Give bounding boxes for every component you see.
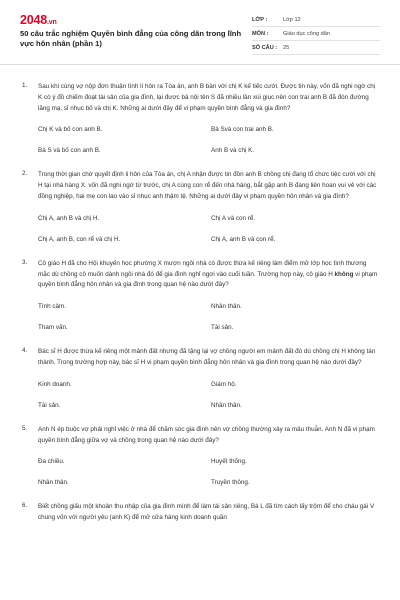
document-meta (252, 13, 380, 55)
answer-option[interactable]: Bà Svà con trai anh B. (211, 126, 274, 134)
answer-options (38, 381, 378, 410)
answer-option[interactable]: Giám hộ. (211, 380, 237, 388)
question-number: 4. (22, 347, 28, 355)
question-6 (0, 502, 400, 524)
question-number: 2. (22, 170, 28, 178)
answer-options (38, 303, 378, 332)
answer-option[interactable]: Nhân thân. (38, 479, 69, 487)
meta-value: Lớp 12 (283, 16, 301, 23)
meta-value: 25 (283, 44, 290, 51)
logo-suffix-text: .vn (47, 19, 57, 26)
answer-options (38, 215, 378, 244)
meta-row-grade (252, 13, 380, 27)
answer-option[interactable]: Chị K và bố con anh B. (38, 126, 103, 134)
question-2 (0, 170, 400, 243)
logo-main-text: 2048 (20, 13, 48, 27)
meta-value: Giáo dục công dân (283, 30, 330, 37)
answer-options (38, 458, 378, 487)
answer-option[interactable]: Truyền thông. (211, 479, 250, 487)
answer-options (38, 126, 378, 155)
question-3 (0, 259, 400, 332)
question-text: Trong thời gian chờ quyết định li hôn của Tòa án, chị A nhận được tin đồn anh B chồng chị đang tổ chức tiệc cưới với chị H tại nhà hàng X. vốn đã nghi ngờ từ trước, chị A cùng con rể đến nhà hàng, bắt gặp anh B đang liên hoan vui vẻ với các đồng nghiệp, hai mẹ con lao vào sỉ nhục anh thậm tệ. Những ai dưới đây vi phạm quyền hôn nhân và gia đình? (38, 171, 377, 200)
question-text: Anh N ép buộc vợ phải nghỉ việc ở nhà để chăm sóc gia đình nên vợ chồng thường xảy ra mâu thuẫn. Anh N đã vi phạm quyền bình đẳng giữa vợ và chồng trong quan hệ nào dưới đây? (38, 425, 375, 444)
question-1 (0, 82, 400, 155)
question-text (38, 259, 378, 291)
page-header (0, 0, 400, 64)
meta-row-subject (252, 27, 380, 41)
answer-option[interactable]: Tham vấn. (38, 324, 68, 332)
answer-option[interactable]: Tình cảm. (38, 303, 66, 311)
answer-option[interactable]: Anh B và chị K. (211, 147, 255, 155)
answer-option[interactable]: Tài sản. (38, 401, 61, 409)
answer-option[interactable]: Nhân thân. (211, 401, 242, 409)
meta-row-count (252, 41, 380, 55)
meta-key: MÔN : (252, 30, 269, 37)
answer-option[interactable]: Bà S và bố con anh B. (38, 147, 101, 155)
answer-option[interactable]: Chị A, anh B và con rể. (211, 235, 276, 243)
meta-key: SỐ CÂU : (252, 44, 278, 51)
answer-option[interactable]: Đa chiều. (38, 458, 65, 466)
answer-option[interactable]: Chị A, anh B và chị H. (38, 214, 100, 222)
question-text: Biết chồng giấu một khoản thu nhập của gia đình mình để làm tài sản riêng, Bà L đã tìm cách lấy trộm để cho cháu gái V chung vốn với người yêu (anh K) để mở cửa hàng kinh doanh quần (38, 503, 375, 522)
page-title: 50 câu trắc nghiệm Quyền bình đẳng của công dân trong lĩnh vực hôn nhân (phần 1) (20, 29, 242, 48)
site-logo[interactable] (20, 13, 57, 27)
question-number: 5. (22, 424, 28, 432)
question-text: Bác sĩ H được thừa kế riêng một mảnh đất nhưng đã tặng lại vợ chồng người em mảnh đất đó dù chồng chị H không tán thành. Trong trường hợp này, bác sĩ H vi phạm quyền bình đẳng hôn nhân và gia đình trong quan hệ nào dưới đây? (38, 348, 376, 366)
answer-option[interactable]: Kinh doanh. (38, 380, 72, 388)
question-text-part: Cô giáo H đã cho Hội khuyến học phường X mượn ngôi nhà có được thừa kế riêng làm điểm mở lớp học tình thương mặc dù chồng cô muốn dành ngôi nhà đó để gia đình nghỉ ngơi vào cuối tuần. Trường hợp này, cô giáo H (38, 259, 367, 278)
answer-option[interactable]: Nhân thân. (211, 303, 242, 311)
question-text-part: vi phạm quyền bình đẳng hôn nhân và gia đình trong quan hệ nào dưới đây? (38, 270, 378, 289)
question-number: 6. (22, 502, 28, 510)
answer-option[interactable]: Chị A, anh B, con rể và chị H. (38, 235, 121, 243)
meta-key: LỚP : (252, 16, 268, 23)
question-4 (0, 347, 400, 410)
question-text: Sau khi cùng vợ nộp đơn thuận tình lí hôn ra Tòa án, anh B bàn với chị K kế tiếc cưới. Được tin này, vốn đã nghi ngờ chị K có ý đồ chiếm đoạt tài sản của gia đình, lại được bà nội tên S đã nhiều lần xúi giục nên con trai anh B đã đón đường lăng mạ, sỉ nhục bố và chị K. Những ai dưới đây để vi phạm quyền bình đẳng và gia đình? (38, 83, 376, 112)
question-number: 3. (22, 258, 28, 266)
header-divider (0, 64, 400, 65)
question-list (0, 82, 400, 539)
answer-option[interactable]: Tài sản. (211, 324, 234, 332)
question-5 (0, 425, 400, 488)
question-number: 1. (22, 82, 28, 89)
question-emphasis: không (334, 270, 354, 278)
answer-option[interactable]: Chị A và con rể. (211, 214, 256, 222)
answer-option[interactable]: Huyết thống. (211, 458, 247, 466)
